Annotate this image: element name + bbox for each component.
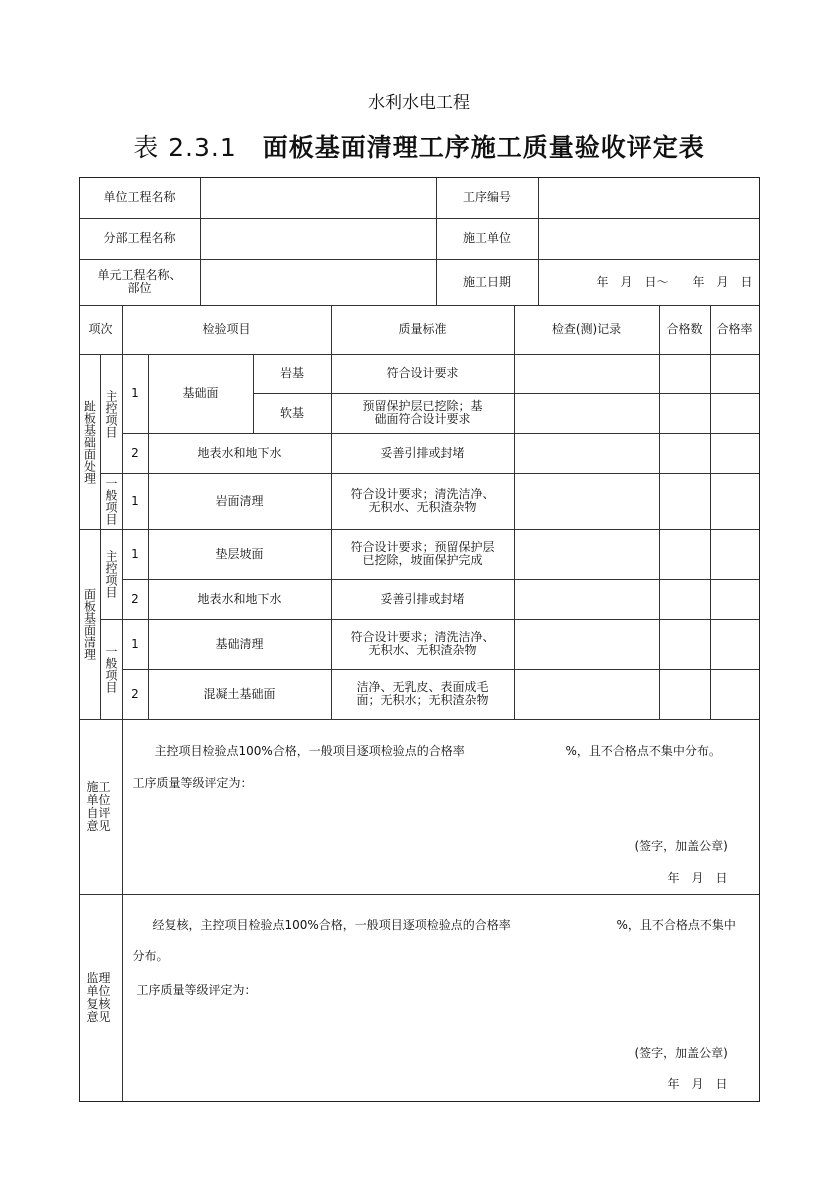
unit-project-field[interactable] [200, 177, 437, 219]
row-number: 1 [122, 619, 149, 670]
inspection-item: 基础清理 [148, 619, 332, 670]
sub-project-label: 分部工程名称 [79, 218, 201, 260]
record-cell[interactable] [514, 393, 660, 434]
quality-standard: 洁净、无乳皮、表面成毛面；无积水；无积渣杂物 [331, 669, 515, 720]
date-label: 施工日期 [436, 259, 539, 306]
pass-rate-cell[interactable] [710, 393, 760, 434]
pass-count-cell[interactable] [659, 354, 711, 394]
row-number: 2 [122, 669, 149, 720]
row-number: 1 [122, 529, 149, 580]
col-header-inspection-item: 检验项目 [122, 305, 332, 355]
pass-rate-cell[interactable] [710, 473, 760, 530]
pass-count-cell[interactable] [659, 579, 711, 620]
pass-count-cell[interactable] [659, 473, 711, 530]
record-cell[interactable] [514, 433, 660, 474]
section-label: 趾板基础面处理 [79, 354, 101, 530]
quality-standard: 符合设计要求；清洗洁净、无积水、无积渣杂物 [331, 619, 515, 670]
pass-rate-cell[interactable] [710, 529, 760, 580]
contractor-field[interactable] [538, 218, 760, 260]
inspection-item: 地表水和地下水 [148, 579, 332, 620]
supervisor-opinion-area[interactable] [122, 894, 760, 1102]
pass-count-cell[interactable] [659, 669, 711, 720]
contractor-opinion-line1a: 主控项目检验点100%合格，一般项目逐项检验点的合格率 [154, 743, 465, 758]
section-label: 面板基面清理 [79, 529, 101, 720]
pass-rate-cell[interactable] [710, 669, 760, 720]
contractor-opinion-sign: (签字，加盖公章) [634, 838, 728, 853]
quality-standard: 妥善引排或封堵 [331, 433, 515, 474]
col-header-pass-count: 合格数 [659, 305, 711, 355]
unit-project-label: 单位工程名称 [79, 177, 201, 219]
col-header-item-no: 项次 [79, 305, 123, 355]
pass-rate-cell[interactable] [710, 433, 760, 474]
pass-count-cell[interactable] [659, 433, 711, 474]
group-label: 一般项目 [100, 473, 123, 530]
col-header-pass-rate: 合格率 [710, 305, 760, 355]
quality-standard: 符合设计要求 [331, 354, 515, 394]
contractor-opinion-area[interactable] [122, 719, 760, 895]
document-subtitle: 水利水电工程 [368, 93, 470, 113]
row-number: 2 [122, 433, 149, 474]
pass-count-cell[interactable] [659, 393, 711, 434]
group-label: 主控项目 [100, 354, 123, 474]
supervisor-opinion-label: 监理单位复核意见 [79, 894, 123, 1102]
contractor-opinion-line1b: %，且不合格点不集中分布。 [565, 743, 721, 758]
record-cell[interactable] [514, 619, 660, 670]
inspection-item: 岩面清理 [148, 473, 332, 530]
inspection-item: 基础面 [148, 354, 254, 434]
record-cell[interactable] [514, 529, 660, 580]
contractor-opinion-grade: 工序质量等级评定为： [132, 775, 253, 790]
contractor-label: 施工单位 [436, 218, 539, 260]
record-cell[interactable] [514, 473, 660, 530]
sub-item: 岩基 [253, 354, 332, 394]
row-number: 1 [122, 473, 149, 530]
pass-rate-cell[interactable] [710, 619, 760, 670]
pass-rate-cell[interactable] [710, 354, 760, 394]
sub-item: 软基 [253, 393, 332, 434]
supervisor-opinion-line1a: 经复核，主控项目检验点100%合格，一般项目逐项检验点的合格率 [152, 917, 511, 932]
inspection-item: 地表水和地下水 [148, 433, 332, 474]
contractor-opinion-date: 年 月 日 [667, 870, 728, 885]
col-header-quality-standard: 质量标准 [331, 305, 515, 355]
quality-standard: 符合设计要求；预留保护层已挖除，坡面保护完成 [331, 529, 515, 580]
title-text: 面板基面清理工序施工质量验收评定表 [262, 133, 705, 162]
supervisor-opinion-grade: 工序质量等级评定为： [136, 982, 257, 997]
quality-standard: 符合设计要求；清洗洁净、无积水、无积渣杂物 [331, 473, 515, 530]
record-cell[interactable] [514, 579, 660, 620]
group-label: 一般项目 [100, 619, 123, 720]
record-cell[interactable] [514, 354, 660, 394]
date-field[interactable]: 年 月 日～ 年 月 日 [538, 259, 760, 306]
process-no-label: 工序编号 [436, 177, 539, 219]
process-no-field[interactable] [538, 177, 760, 219]
pass-count-cell[interactable] [659, 529, 711, 580]
record-cell[interactable] [514, 669, 660, 720]
quality-standard: 妥善引排或封堵 [331, 579, 515, 620]
supervisor-opinion-date: 年 月 日 [667, 1076, 728, 1091]
table-number: 表 2.3.1 [133, 133, 237, 162]
contractor-opinion-label: 施工单位自评意见 [79, 719, 123, 895]
row-number: 2 [122, 579, 149, 620]
supervisor-opinion-line1b: %，且不合格点不集中 [616, 917, 736, 932]
pass-count-cell[interactable] [659, 619, 711, 670]
element-field[interactable] [200, 259, 437, 306]
quality-standard: 预留保护层已挖除；基础面符合设计要求 [331, 393, 515, 434]
inspection-item: 混凝土基础面 [148, 669, 332, 720]
pass-rate-cell[interactable] [710, 579, 760, 620]
element-label: 单元工程名称、部位 [79, 259, 201, 306]
row-number: 1 [122, 354, 149, 434]
supervisor-opinion-sign: (签字，加盖公章) [634, 1045, 728, 1060]
inspection-item: 垫层坡面 [148, 529, 332, 580]
group-label: 主控项目 [100, 529, 123, 620]
col-header-record: 检查(测)记录 [514, 305, 660, 355]
sub-project-field[interactable] [200, 218, 437, 260]
supervisor-opinion-line1c: 分布。 [132, 948, 169, 963]
